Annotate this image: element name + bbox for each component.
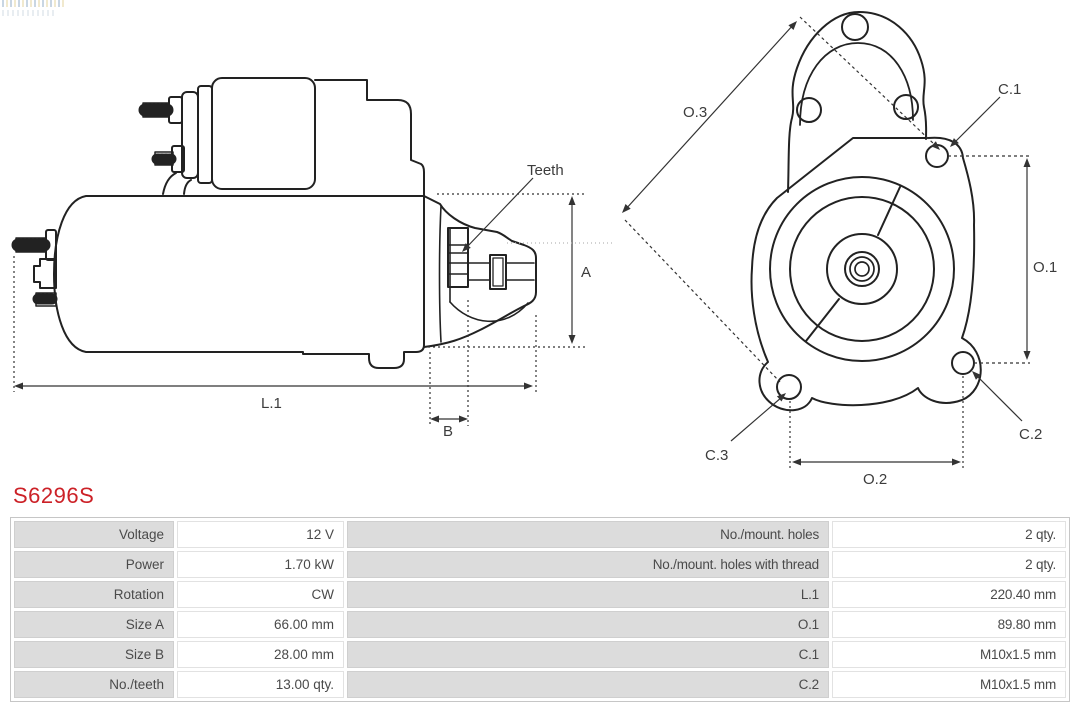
spec-label: No./teeth: [14, 671, 174, 698]
spec-value: M10x1.5 mm: [832, 671, 1066, 698]
dim-label-teeth: Teeth: [527, 162, 564, 179]
spec-label: Voltage: [14, 521, 174, 548]
front-view-arrowheads: [622, 21, 1031, 466]
starter-side-view: [16, 78, 536, 368]
starter-front-view: [752, 12, 981, 410]
spec-label: Size B: [14, 641, 174, 668]
spec-value: 2 qty.: [832, 551, 1066, 578]
dim-label-o1: O.1: [1033, 259, 1058, 276]
spec-label: C.1: [347, 641, 829, 668]
dim-label-c3: C.3: [705, 447, 729, 464]
spec-row: [14, 521, 1066, 548]
spec-value: 1.70 kW: [177, 551, 344, 578]
side-view-dimensions: [14, 178, 612, 426]
spec-value: CW: [177, 581, 344, 608]
spec-value: 12 V: [177, 521, 344, 548]
dim-label-o2: O.2: [863, 471, 888, 488]
dim-label-o3: O.3: [683, 104, 708, 121]
spec-label: Size A: [14, 611, 174, 638]
spec-row: [14, 611, 1066, 638]
dim-label-a: A: [581, 264, 592, 281]
spec-value: 220.40 mm: [832, 581, 1066, 608]
dim-label-b: B: [443, 423, 454, 440]
spec-table-body: [14, 521, 1066, 698]
spec-label: C.2: [347, 671, 829, 698]
spec-row: [14, 581, 1066, 608]
spec-value: 89.80 mm: [832, 611, 1066, 638]
spec-row: [14, 551, 1066, 578]
spec-label: O.1: [347, 611, 829, 638]
spec-value: M10x1.5 mm: [832, 641, 1066, 668]
spec-value: 2 qty.: [832, 521, 1066, 548]
spec-row: [14, 641, 1066, 668]
dim-label-c2: C.2: [1019, 426, 1043, 443]
front-view-dimensions: [625, 17, 1030, 469]
spec-label: No./mount. holes with thread: [347, 551, 829, 578]
spec-value: 66.00 mm: [177, 611, 344, 638]
spec-label: No./mount. holes: [347, 521, 829, 548]
spec-label: Rotation: [14, 581, 174, 608]
spec-value: 28.00 mm: [177, 641, 344, 668]
spec-table: [10, 517, 1070, 702]
spec-value: 13.00 qty.: [177, 671, 344, 698]
spec-row: [14, 671, 1066, 698]
dim-label-c1: C.1: [998, 81, 1022, 98]
dim-label-l1: L.1: [261, 395, 282, 412]
spec-label: L.1: [347, 581, 829, 608]
spec-label: Power: [14, 551, 174, 578]
part-number-heading: S6296S: [13, 483, 95, 508]
